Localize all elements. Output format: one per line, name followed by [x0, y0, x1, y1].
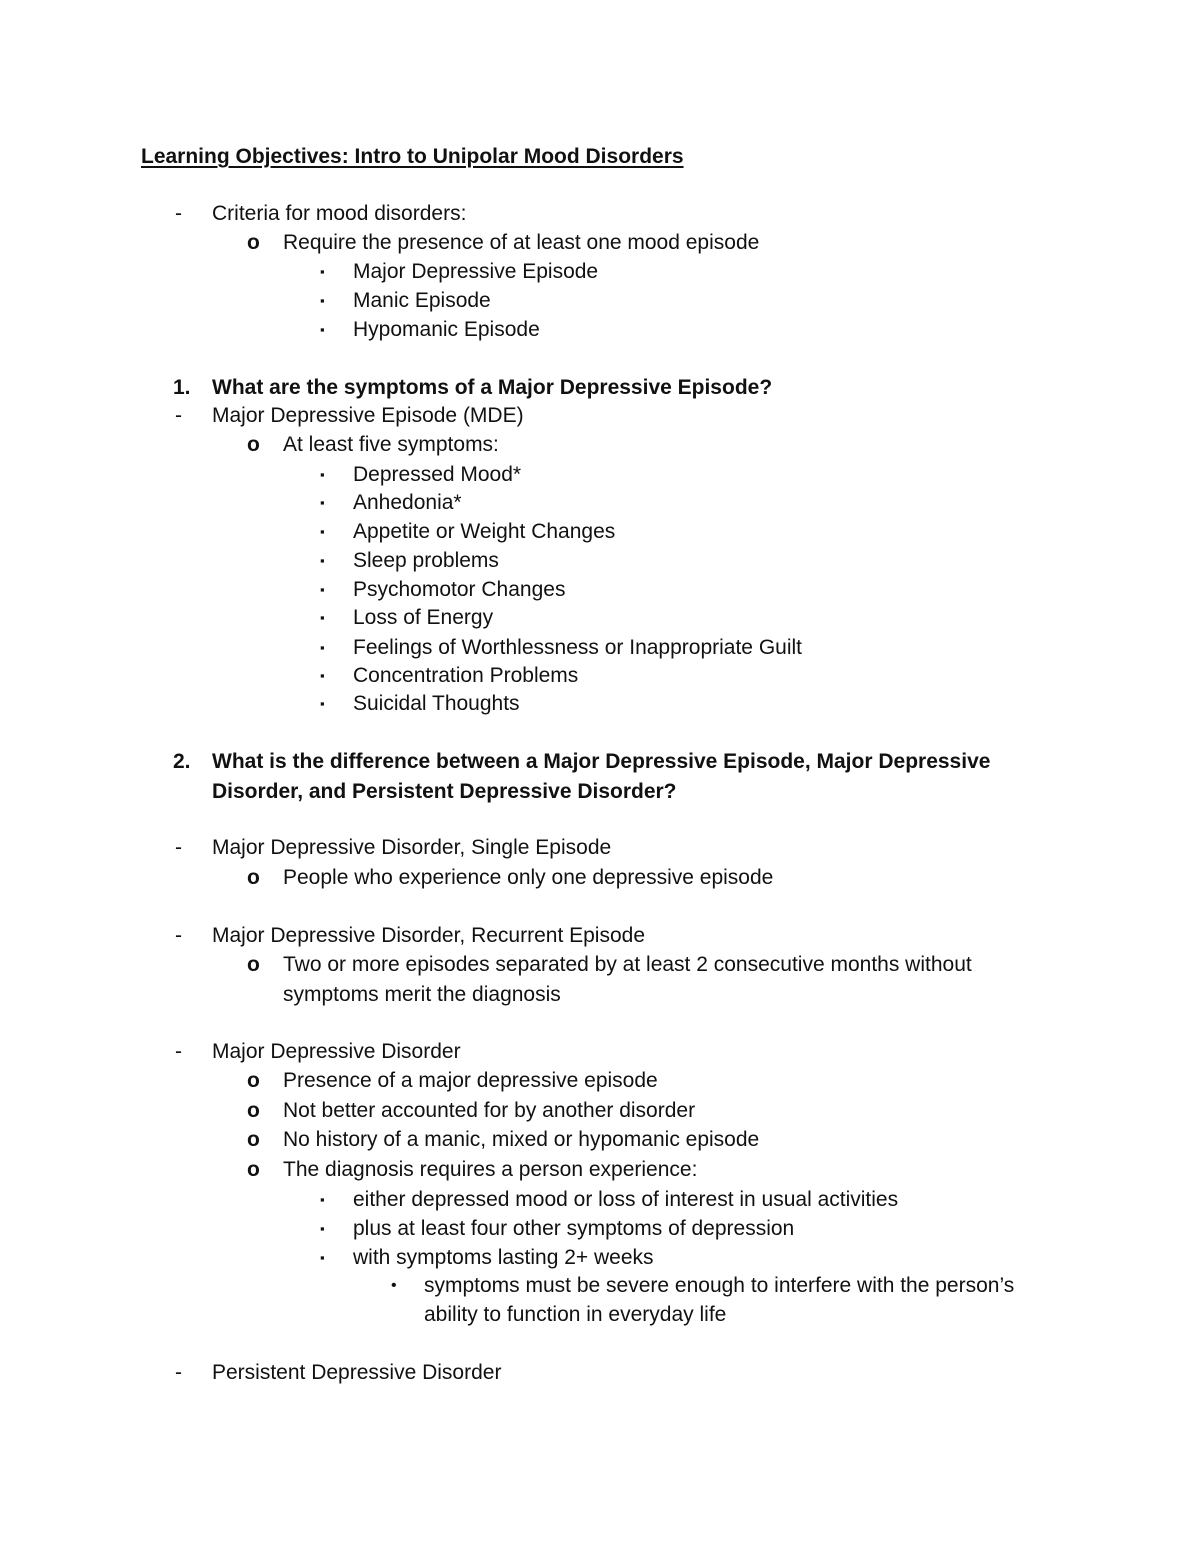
mdd-item: The diagnosis requires a person experience: — [283, 1158, 698, 1181]
persistent-heading: Persistent Depressive Disorder — [212, 1361, 502, 1384]
dash-bullet: - — [175, 836, 182, 859]
square-bullet: ▪ — [320, 467, 325, 482]
dash-bullet: - — [175, 404, 182, 427]
criteria-heading: Criteria for mood disorders: — [212, 202, 467, 225]
dash-bullet: - — [175, 1040, 182, 1063]
mdd-requirement: either depressed mood or loss of interest in usual activities — [353, 1188, 899, 1211]
square-bullet: ▪ — [320, 610, 325, 625]
square-bullet: ▪ — [320, 582, 325, 597]
symptom-item: Concentration Problems — [353, 664, 579, 687]
episode-item: Manic Episode — [353, 289, 491, 312]
circle-bullet: o — [247, 1128, 260, 1151]
circle-bullet: o — [247, 1158, 260, 1181]
criteria-requirement: Require the presence of at least one mood episode — [283, 231, 760, 254]
circle-bullet: o — [247, 866, 260, 889]
symptom-item: Suicidal Thoughts — [353, 692, 520, 715]
dot-bullet: • — [391, 1277, 397, 1294]
severity-line1: symptoms must be severe enough to interfere with the person’s — [424, 1274, 1015, 1297]
question-number: 1. — [173, 376, 191, 399]
episode-item: Hypomanic Episode — [353, 318, 540, 341]
square-bullet: ▪ — [320, 668, 325, 683]
mdd-heading: Major Depressive Disorder — [212, 1040, 461, 1063]
square-bullet: ▪ — [320, 264, 325, 279]
single-episode-item: People who experience only one depressive episode — [283, 866, 774, 889]
circle-bullet: o — [247, 231, 260, 254]
square-bullet: ▪ — [320, 553, 325, 568]
mde-subheading: At least five symptoms: — [283, 433, 499, 456]
circle-bullet: o — [247, 1069, 260, 1092]
mdd-item: Not better accounted for by another disorder — [283, 1099, 696, 1122]
circle-bullet: o — [247, 1099, 260, 1122]
square-bullet: ▪ — [320, 293, 325, 308]
square-bullet: ▪ — [320, 640, 325, 655]
circle-bullet: o — [247, 433, 260, 456]
mdd-requirement: plus at least four other symptoms of depression — [353, 1217, 795, 1240]
symptom-item: Sleep problems — [353, 549, 499, 572]
recurrent-episode-item-line2: symptoms merit the diagnosis — [283, 983, 561, 1006]
mdd-requirement: with symptoms lasting 2+ weeks — [353, 1246, 654, 1269]
symptom-item: Psychomotor Changes — [353, 578, 566, 601]
question-1-text: What are the symptoms of a Major Depressive Episode? — [212, 376, 773, 399]
dash-bullet: - — [175, 1361, 182, 1384]
severity-line2: ability to function in everyday life — [424, 1303, 727, 1326]
symptom-item: Anhedonia* — [353, 491, 462, 514]
symptom-item: Feelings of Worthlessness or Inappropriate Guilt — [353, 636, 802, 659]
document-title: Learning Objectives: Intro to Unipolar Mood Disorders — [141, 145, 684, 168]
square-bullet: ▪ — [320, 322, 325, 337]
single-episode-heading: Major Depressive Disorder, Single Episode — [212, 836, 612, 859]
recurrent-episode-item-line1: Two or more episodes separated by at least 2 consecutive months without — [283, 953, 972, 976]
mdd-item: Presence of a major depressive episode — [283, 1069, 658, 1092]
mdd-item: No history of a manic, mixed or hypomanic episode — [283, 1128, 760, 1151]
symptom-item: Appetite or Weight Changes — [353, 520, 616, 543]
circle-bullet: o — [247, 953, 260, 976]
mde-heading: Major Depressive Episode (MDE) — [212, 404, 524, 427]
question-2-text-line1: What is the difference between a Major Depressive Episode, Major Depressive — [212, 750, 991, 773]
square-bullet: ▪ — [320, 1250, 325, 1265]
square-bullet: ▪ — [320, 1221, 325, 1236]
square-bullet: ▪ — [320, 524, 325, 539]
symptom-item: Loss of Energy — [353, 606, 494, 629]
square-bullet: ▪ — [320, 696, 325, 711]
dash-bullet: - — [175, 924, 182, 947]
question-2-text-line2: Disorder, and Persistent Depressive Disorder? — [212, 780, 677, 803]
episode-item: Major Depressive Episode — [353, 260, 599, 283]
square-bullet: ▪ — [320, 495, 325, 510]
recurrent-episode-heading: Major Depressive Disorder, Recurrent Episode — [212, 924, 646, 947]
symptom-item: Depressed Mood* — [353, 463, 522, 486]
question-number: 2. — [173, 750, 191, 773]
dash-bullet: - — [175, 202, 182, 225]
square-bullet: ▪ — [320, 1192, 325, 1207]
